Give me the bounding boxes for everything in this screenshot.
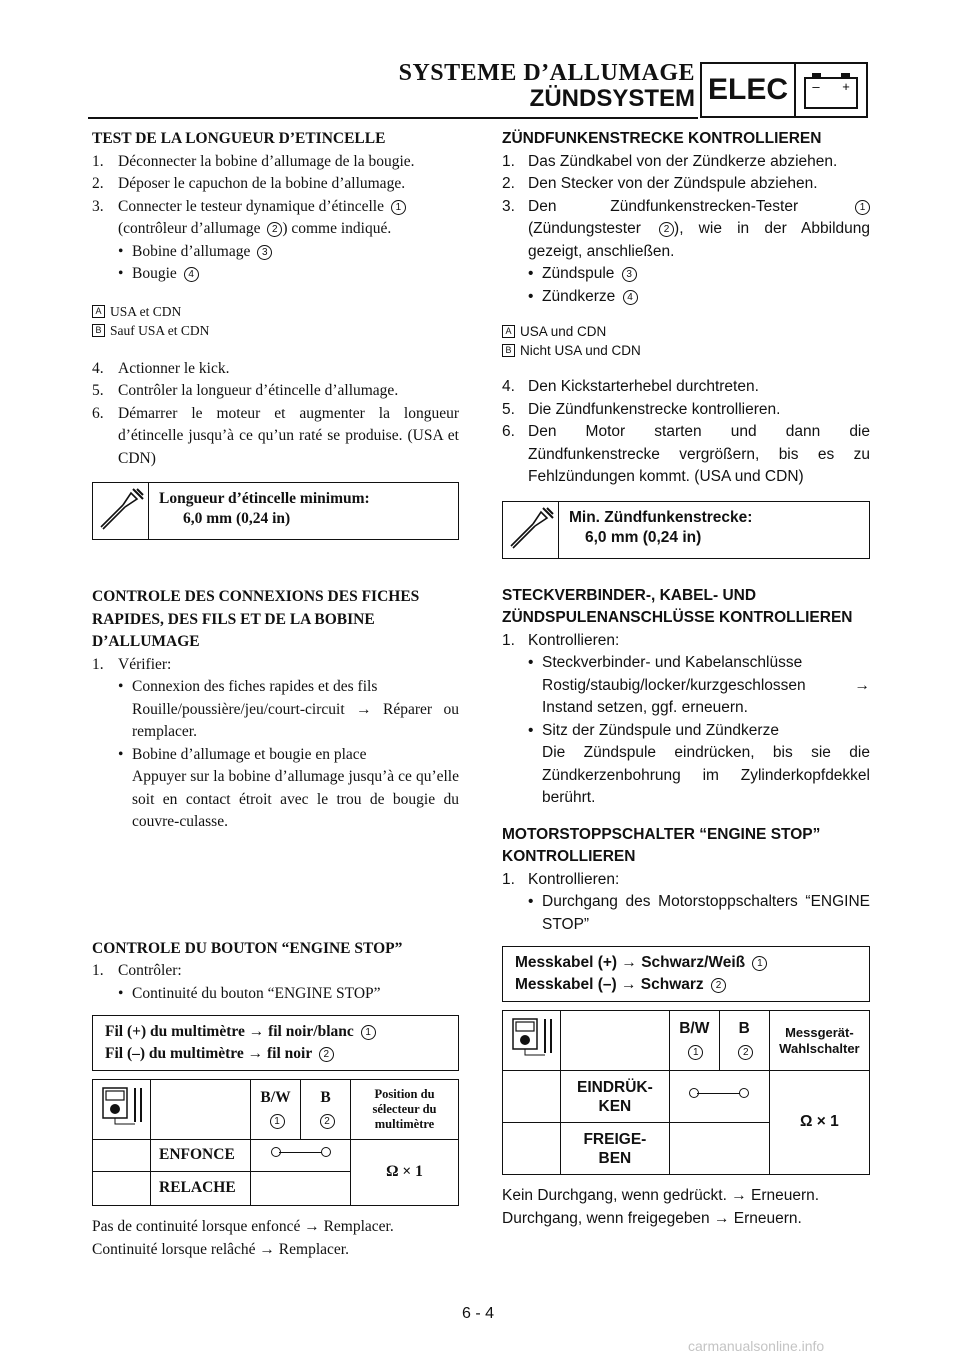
fr-row-released: RELACHE — [151, 1172, 251, 1206]
spec-wrench-icon — [503, 502, 559, 558]
fr-note-a: A USA et CDN — [92, 302, 459, 321]
battery-icon — [796, 64, 866, 116]
fr-note-b: B Sauf USA et CDN — [92, 321, 459, 340]
svg-text:–: – — [812, 79, 820, 94]
de-row-pressed: EINDRÜK-KEN — [561, 1071, 670, 1123]
fr-spark-step-6: 6. Démarrer le moteur et augmenter la longueur d’étincelle jusqu’à ce qu’un raté se produise. (USA et CDN) — [92, 404, 459, 467]
watermark: carmanualsonline.info — [688, 1338, 825, 1354]
fr-col-selector: Position du sélecteur du multimètre — [351, 1080, 459, 1140]
fr-spec-label: Longueur d’étincelle minimum: — [159, 490, 370, 507]
de-spark-bullet-1: • Zündspule 3 — [502, 263, 870, 286]
fr-conn-bullet-2-detail: Appuyer sur la bobine d’allumage jusqu’à ce qu’elle soit en contact étroit avec le trou de bougie du couvre-culasse. — [132, 768, 459, 830]
header-title-fr: SYSTEME D’ALLUMAGE — [398, 60, 695, 86]
de-spark-heading: ZÜNDFUNKENSTRECKE KONTROLLIEREN — [502, 130, 822, 147]
de-spec-value: 6,0 mm (0,24 in) — [585, 528, 702, 546]
de-stop-bullet-1: • Durchgang des Motorstoppschalters “ENGINE STOP” — [528, 893, 870, 933]
fr-spark-step-1: 1. Déconnecter la bobine d’allumage de la bougie. — [92, 152, 415, 170]
de-spec-label: Min. Zündfunkenstrecke: — [569, 508, 753, 526]
callout-1: 1 — [391, 200, 406, 215]
de-probe-box — [502, 946, 870, 1002]
de-spark-step-4: 4. Den Kickstarterhebel durchtreten. — [502, 378, 759, 395]
de-spark-step-2: 2. Den Stecker von der Zündspule abziehen. — [502, 175, 818, 192]
de-result-2: Durchgang, wenn freigegeben → Erneuern. — [502, 1209, 802, 1227]
fr-col-b: B — [320, 1089, 331, 1106]
section-code: ELEC — [702, 64, 796, 116]
column-french — [92, 128, 459, 1261]
fr-result-1: Pas de continuité lorsque enfoncé → Remplacer. — [92, 1218, 394, 1235]
fr-spark-step-5: 5. Contrôler la longueur d’étincelle d’allumage. — [92, 382, 399, 399]
fr-probe-minus: Fil (–) du multimètre → fil noir 2 — [105, 1043, 446, 1065]
de-spark-step-5: 5. Die Zündfunkenstrecke kontrollieren. — [502, 400, 781, 418]
de-spec-box — [502, 501, 870, 559]
fr-stop-bullet-1: • Continuité du bouton “ENGINE STOP” — [118, 984, 381, 1002]
fr-stop-heading: CONTROLE DU BOUTON “ENGINE STOP” — [92, 939, 403, 957]
fr-spark-step-2: 2. Déposer le capuchon de la bobine d’allumage. — [92, 175, 406, 192]
fr-conn-bullet-1: • Connexion des fiches rapides et des fils — [118, 678, 378, 695]
multimeter-icon — [93, 1080, 151, 1140]
section-badge — [700, 62, 868, 118]
column-german — [502, 128, 870, 1230]
fr-conn-bullet-1-detail: Rouille/poussière/jeu/court-circuit → Réparer ou remplacer. — [132, 700, 459, 740]
de-conn-bullet-2-detail: Die Zündspule eindrücken, bis sie die Zündkerzenbohrung im Zylinderkopfdekkel berührt. — [542, 744, 870, 806]
de-stop-heading: MOTORSTOPPSCHALTER “ENGINE STOP” KONTROLLIEREN — [502, 825, 821, 865]
de-col-b: B — [738, 1020, 750, 1037]
fr-row-pressed: ENFONCE — [151, 1140, 251, 1172]
de-range: Ω × 1 — [769, 1071, 869, 1175]
de-col-bw: B/W — [679, 1020, 710, 1037]
fr-spark-bullet-1: • Bobine d’allumage 3 — [92, 241, 459, 264]
de-continuity-wire — [669, 1071, 769, 1123]
fr-spark-heading: TEST DE LA LONGUEUR D’ETINCELLE — [92, 130, 386, 147]
fr-probe-box — [92, 1015, 459, 1071]
multimeter-icon — [503, 1011, 561, 1071]
fr-spec-value: 6,0 mm (0,24 in) — [183, 510, 291, 527]
de-row-released: FREIGE-BEN — [561, 1123, 670, 1175]
header-title-de: ZÜNDSYSTEM — [529, 85, 695, 112]
de-stop-step-1: 1. Kontrollieren: — [502, 870, 620, 888]
de-conn-bullet-1-detail: Rostig/staubig/locker/kurzgeschlossen → Instand setzen, ggf. erneuern. — [542, 676, 870, 716]
de-continuity-table: B/W 1 B 2 Messgerät-Wahlschalter EINDRÜK-KEN Ω × 1 FREIGE-BEN — [502, 1010, 870, 1175]
page-number: 6 - 4 — [462, 1305, 495, 1322]
de-note-b: B Nicht USA und CDN — [502, 341, 870, 360]
fr-conn-step-1: 1. Vérifier: — [92, 655, 172, 673]
spec-wrench-icon — [93, 483, 149, 539]
de-col-selector: Messgerät-Wahlschalter — [769, 1011, 869, 1071]
fr-spark-step-3: 3. Connecter le testeur dynamique d’étincelle 1 (contrôleur d’allumage 2 ) comme indiqué. — [92, 196, 459, 241]
de-probe-minus: Messkabel (–) → Schwarz 2 — [515, 974, 857, 996]
fr-conn-bullet-2: • Bobine d’allumage et bougie en place — [118, 745, 367, 763]
fr-continuity-table: B/W 1 B 2 Position du sélecteur du multimètre ENFONCE Ω × 1 RELACHE — [92, 1079, 459, 1206]
de-result-1: Kein Durchgang, wenn gedrückt. → Erneuern. — [502, 1187, 820, 1204]
de-conn-step-1: 1. Kontrollieren: — [502, 631, 620, 649]
fr-col-bw: B/W — [260, 1089, 291, 1106]
fr-spark-step-4: 4. Actionner le kick. — [92, 359, 230, 377]
svg-text:+: + — [842, 79, 850, 94]
fr-stop-step-1: 1. Contrôler: — [92, 962, 182, 979]
fr-spec-box — [92, 482, 459, 540]
fr-conn-heading: CONTROLE DES CONNEXIONS DES FICHES RAPIDES, DES FILS ET DE LA BOBINE D’ALLUMAGE — [92, 588, 420, 650]
fr-continuity-wire — [251, 1140, 351, 1172]
header-rule — [88, 117, 698, 119]
de-conn-bullet-1: • Steckverbinder- und Kabelanschlüsse — [528, 654, 803, 671]
de-probe-plus: Messkabel (+) → Schwarz/Weiß 1 — [515, 952, 857, 974]
fr-probe-plus: Fil (+) du multimètre → fil noir/blanc 1 — [105, 1021, 446, 1043]
callout-2: 2 — [267, 222, 282, 237]
de-conn-bullet-2: • Sitz der Zündspule und Zündkerze — [528, 721, 779, 739]
de-spark-bullet-2: • Zündkerze 4 — [502, 286, 870, 309]
de-spark-step-3: 3. Den Zündfunkenstrecken-Tester 1 (Zündungstester 2 ), wie in der Abbildung gezeigt, anschließen. — [502, 197, 870, 260]
de-note-a: A USA und CDN — [502, 322, 870, 341]
fr-result-2: Continuité lorsque relâché → Remplacer. — [92, 1240, 349, 1258]
de-spark-step-1: 1. Das Zündkabel von der Zündkerze abziehen. — [502, 152, 838, 170]
fr-range: Ω × 1 — [351, 1140, 459, 1206]
fr-spark-bullet-2: • Bougie 4 — [92, 263, 459, 286]
de-conn-heading: STECKVERBINDER-, KABEL- UND ZÜNDSPULENANSCHLÜSSE KONTROLLIEREN — [502, 586, 853, 626]
de-spark-step-6: 6. Den Motor starten und dann die Zündfunkenstrecke vergrößern, bis es zu Fehlzündungen kommt. (USA und CDN) — [502, 423, 870, 485]
